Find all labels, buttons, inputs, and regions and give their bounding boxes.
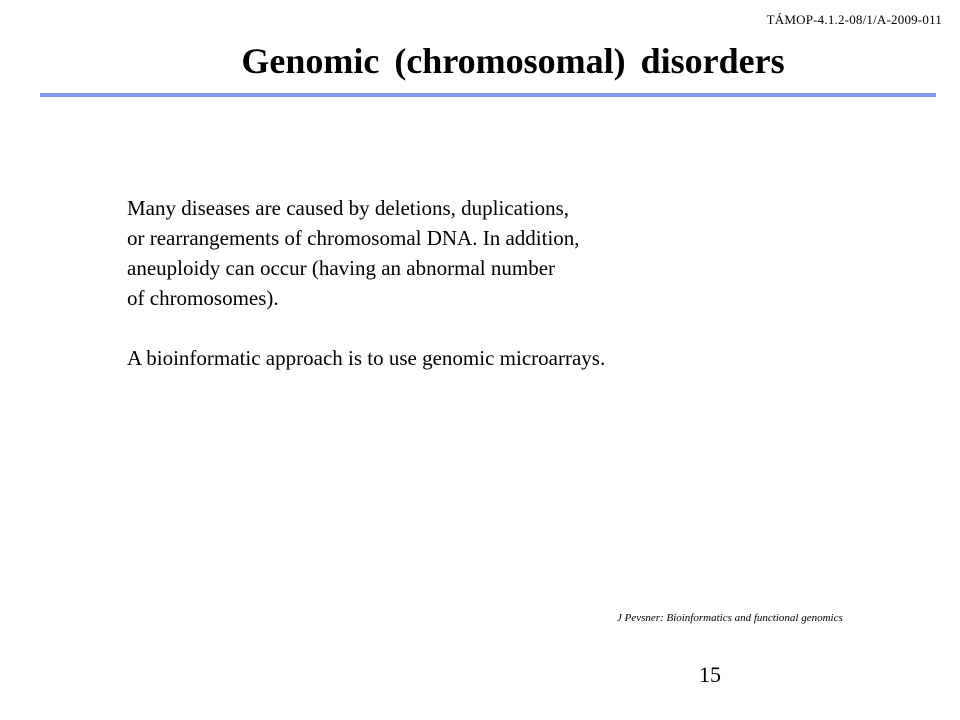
paragraph-2: A bioinformatic approach is to use genomic microarrays.: [127, 346, 606, 370]
citation: J Pevsner: Bioinformatics and functional genomics: [617, 612, 843, 624]
paragraph-spacer: [127, 313, 847, 343]
paragraph-1-line-1: Many diseases are caused by deletions, duplications,: [127, 196, 570, 220]
project-code: TÁMOP-4.1.2-08/1/A-2009-011: [766, 12, 942, 27]
body-text: [127, 193, 847, 373]
paragraph-1-line-3: aneuploidy can occur (having an abnormal number: [127, 256, 556, 280]
title-underline-rule: [40, 93, 936, 97]
paragraph-1-line-2: or rearrangements of chromosomal DNA. In addition,: [127, 226, 580, 250]
slide-title: Genomic (chromosomal) disorders: [241, 41, 785, 81]
paragraph-1-line-4: of chromosomes).: [127, 286, 279, 310]
page-number: 15: [699, 662, 721, 687]
